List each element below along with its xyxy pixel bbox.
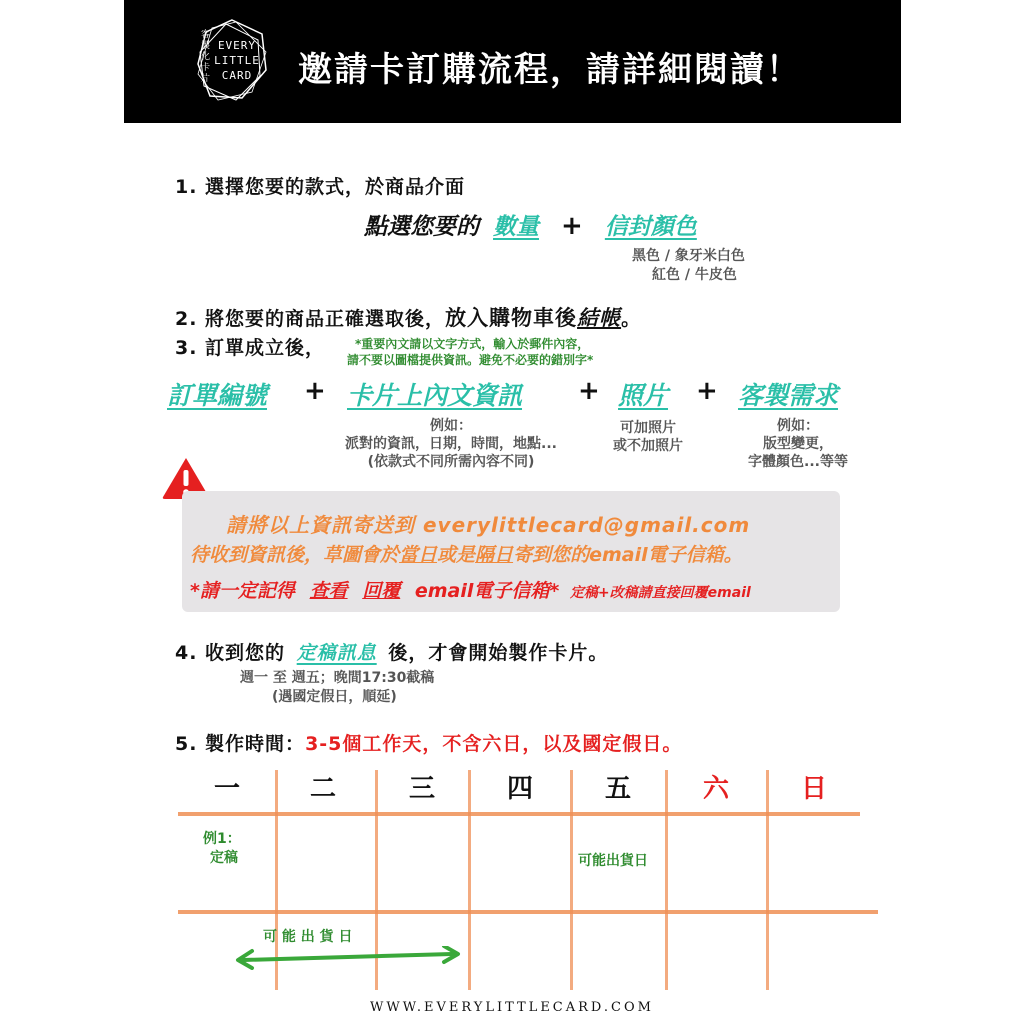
page-title: 邀請卡訂購流程，請詳細閱讀！ [298,50,802,90]
photo-item: 照片 [618,381,669,410]
draft-info-line [190,540,743,567]
plus-sign: + [696,376,718,406]
grid-line [178,910,878,914]
deadline-note: 週一 至 週五；晚間17:30截稿 [240,670,435,686]
reminder-email: email電子信箱* [414,580,560,602]
holiday-note: (遇國定假日，順延) [272,689,397,705]
example-detail: 版型變更， [763,436,833,452]
day-sun: 日 [800,774,827,804]
step4-prefix: 4. 收到您的 [175,642,286,664]
example-label: 例1： [203,831,241,847]
day-fri: 五 [604,774,631,804]
example-label: 例如： [777,418,819,434]
custom-request-item: 客製需求 [738,381,839,410]
next-day-label: 隔日 [475,544,514,566]
day-thu: 四 [506,774,533,804]
quantity-label: 數量 [493,214,540,240]
reply-label: 回覆 [362,580,401,602]
step1-text: 1. 選擇您要的款式，於商品介面 [175,176,466,198]
send-info-line: 請將以上資訊寄送到 everylittlecard@gmail.com [226,513,751,537]
range-arrow-icon [232,946,464,970]
step4-text [175,638,608,665]
grid-line [766,770,769,990]
example-detail: 字體顏色...等等 [748,454,848,470]
grid-line [468,770,471,990]
example-detail: 派對的資訊，日期，時間，地點... [345,436,557,452]
order-number-item: 訂單編號 [167,381,268,410]
draft-info-c: 或是 [437,544,476,566]
step4-suffix: 後，才會開始製作卡片。 [388,642,609,664]
plus-sign: + [561,211,583,241]
step1-sub [364,208,697,241]
card-text-item: 卡片上內文資訊 [347,381,523,410]
draft-info-a: 待收到資訊後，草圖會於 [190,544,400,566]
card-text-example [316,417,586,471]
step3-note-1: *重要內文請以文字方式，輸入於郵件內容， [355,337,590,351]
example-label: 例如： [430,418,472,434]
day-wed: 三 [408,774,435,804]
day-mon: 一 [213,774,240,804]
example-note: (依款式不同所需內容不同) [367,454,535,470]
photo-option-1: 可加照片 [620,420,676,436]
same-day-label: 當日 [399,544,438,566]
reminder-a: *請一定記得 [190,580,295,602]
check-label: 查看 [309,580,348,602]
step5-text [175,729,682,756]
grid-line [570,770,573,990]
final-draft-day: 定稿 [210,850,238,866]
step2-checkout: 結帳 [577,306,622,330]
day-sat: 六 [702,774,729,804]
grid-line [665,770,668,990]
step2-mid: 放入購物車後 [445,306,578,330]
step2-end: 。 [621,308,642,330]
grid-line [178,812,860,816]
possible-ship-day: 可能出貨日 [578,853,648,869]
final-draft-label: 定稿訊息 [296,642,377,664]
step5-prefix: 5. 製作時間： [175,733,306,755]
work-days: 3-5個工作天 [305,733,423,755]
day-tue: 二 [309,774,336,804]
exclusion-note: ，不含六日，以及國定假日。 [422,733,683,755]
color-options-2: 紅色 / 牛皮色 [652,267,737,283]
step3-text: 3. 訂單成立後， [175,337,326,359]
color-options-1: 黑色 / 象牙米白色 [632,248,745,264]
reminder-note: 定稿+改稿請直接回覆email [569,585,751,601]
plus-sign: + [578,376,600,406]
plus-sign: + [304,376,326,406]
step2-prefix: 2. 將您要的商品正確選取後， [175,308,446,330]
photo-option-2: 或不加照片 [613,438,683,454]
custom-example [728,417,868,471]
step1-sub-prefix: 點選您要的 [364,214,479,240]
draft-info-e: 寄到您的email電子信箱。 [513,544,743,566]
step2-text [175,302,641,332]
possible-ship-day: 可 能 出 貨 日 [263,929,353,945]
logo-subtitle: 客製化卡片 [201,30,211,84]
reminder-line [190,576,751,603]
envelope-color-label: 信封顏色 [604,214,697,240]
step3-note-2: 請不要以圖檔提供資訊。避免不必要的錯別字* [347,353,594,367]
photo-example [600,419,696,455]
logo-text: EVERY LITTLE CARD [214,39,260,82]
website-url: WWW.EVERYLITTLECARD.COM [370,1000,654,1015]
